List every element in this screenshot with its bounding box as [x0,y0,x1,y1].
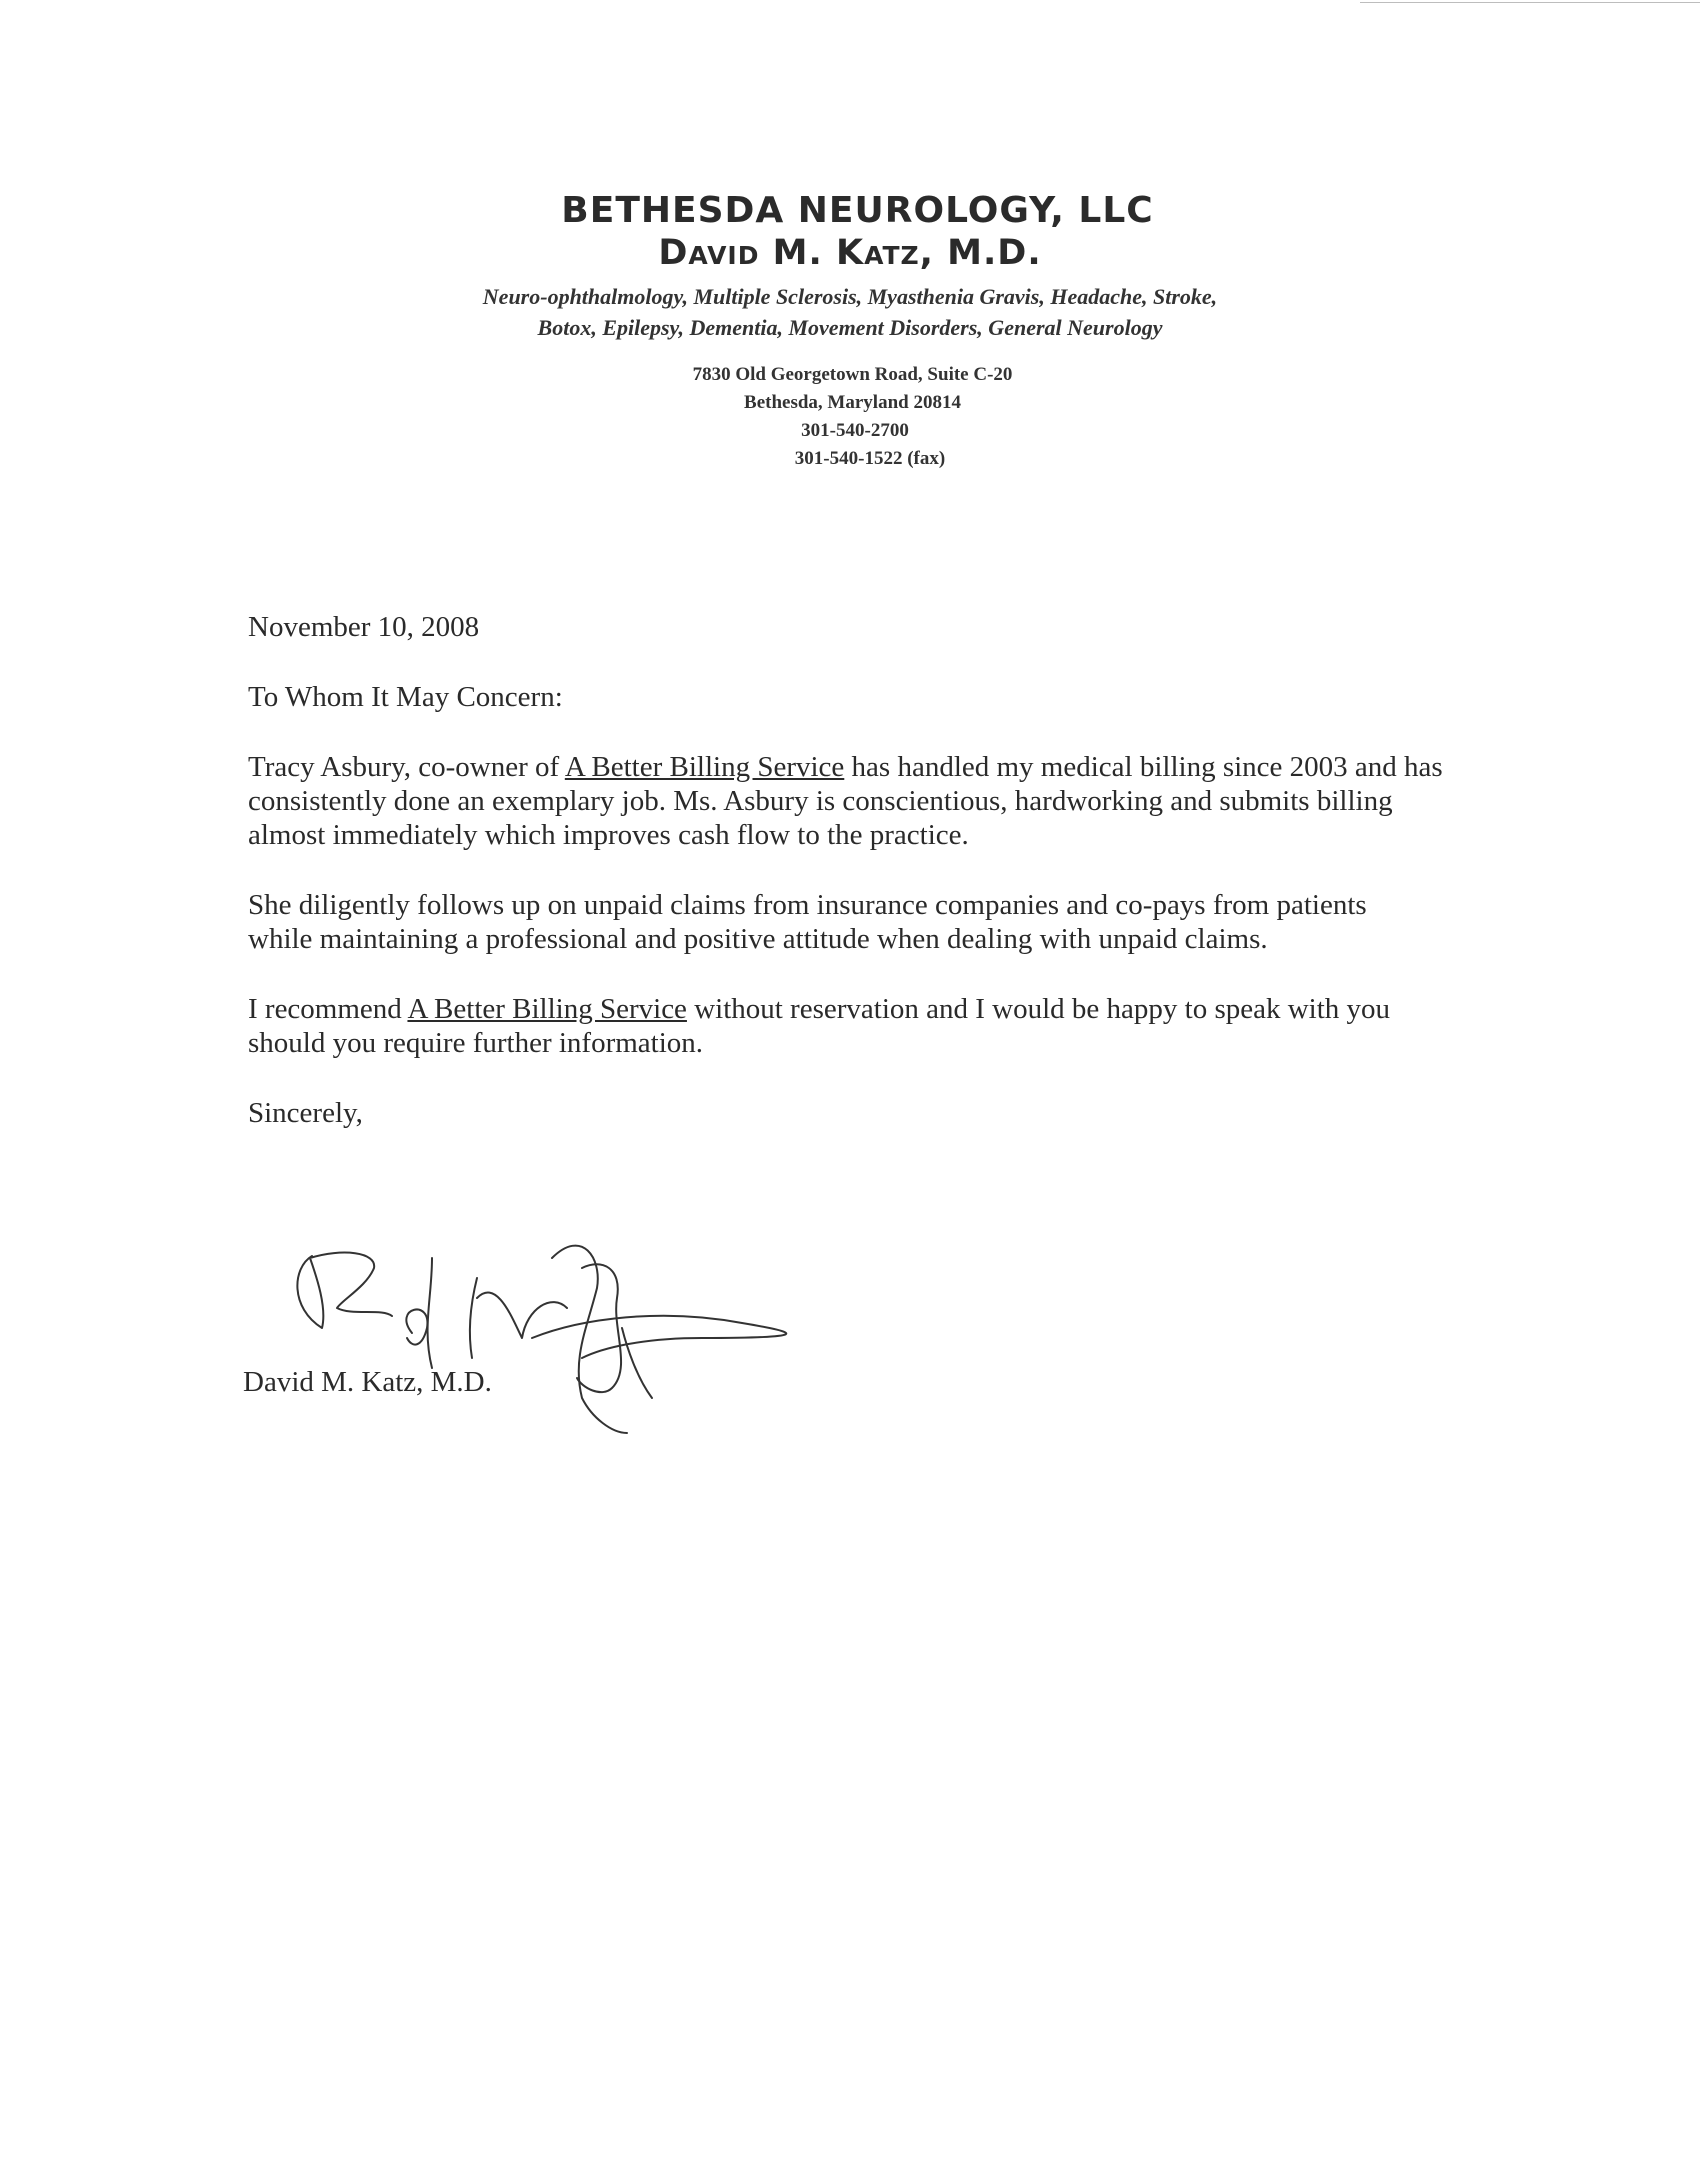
city-state-zip: Bethesda, Maryland 20814 [744,392,961,413]
practice-name: BETHESDA NEUROLOGY, LLC [561,190,1154,231]
salutation: To Whom It May Concern: [248,681,563,713]
address-block [0,361,1700,473]
specialties-line-2: Botox, Epilepsy, Dementia, Movement Disorders, General Neurology [537,315,1163,340]
letter-date: November 10, 2008 [248,611,480,643]
phone-number: 301-540-2700 [801,420,909,441]
company-link-2[interactable]: A Better Billing Service [407,993,687,1025]
letter-body [248,610,1448,1130]
signer-name: David M. Katz, M.D. [243,1366,492,1398]
company-link[interactable]: A Better Billing Service [564,751,845,783]
paragraph-1-intro: Tracy Asbury, co-owner of [248,751,565,783]
paragraph-3-rest: without reservation and I would be happy to speak with you should you require further information. [248,993,1391,1059]
handwritten-signature [282,1238,822,1438]
paragraph-1 [248,750,1448,852]
paragraph-3 [248,992,1448,1060]
doctor-name: David M. Katz, M.D. [658,233,1042,273]
street-address: 7830 Old Georgetown Road, Suite C-20 [692,364,1013,385]
letterhead [0,190,1700,473]
scan-edge-line [1360,2,1700,3]
paragraph-1-rest: has handled my medical billing since 2003 and has consistently done an exemplary job. Ms. Asbury is conscientious, hardworking and submits billing almost immediately which improves cash flow to the practice. [248,751,1443,851]
specialties [0,281,1700,343]
paragraph-2: She diligently follows up on unpaid claims from insurance companies and co-pays from patients while maintaining a professional and positive attitude when dealing with unpaid claims. [248,889,1367,955]
fax-number: 301-540-1522 (fax) [794,448,946,469]
closing: Sincerely, [248,1097,363,1129]
paragraph-3-intro: I recommend [248,993,408,1025]
specialties-line-1: Neuro-ophthalmology, Multiple Sclerosis, Myasthenia Gravis, Headache, Stroke, [482,284,1218,309]
